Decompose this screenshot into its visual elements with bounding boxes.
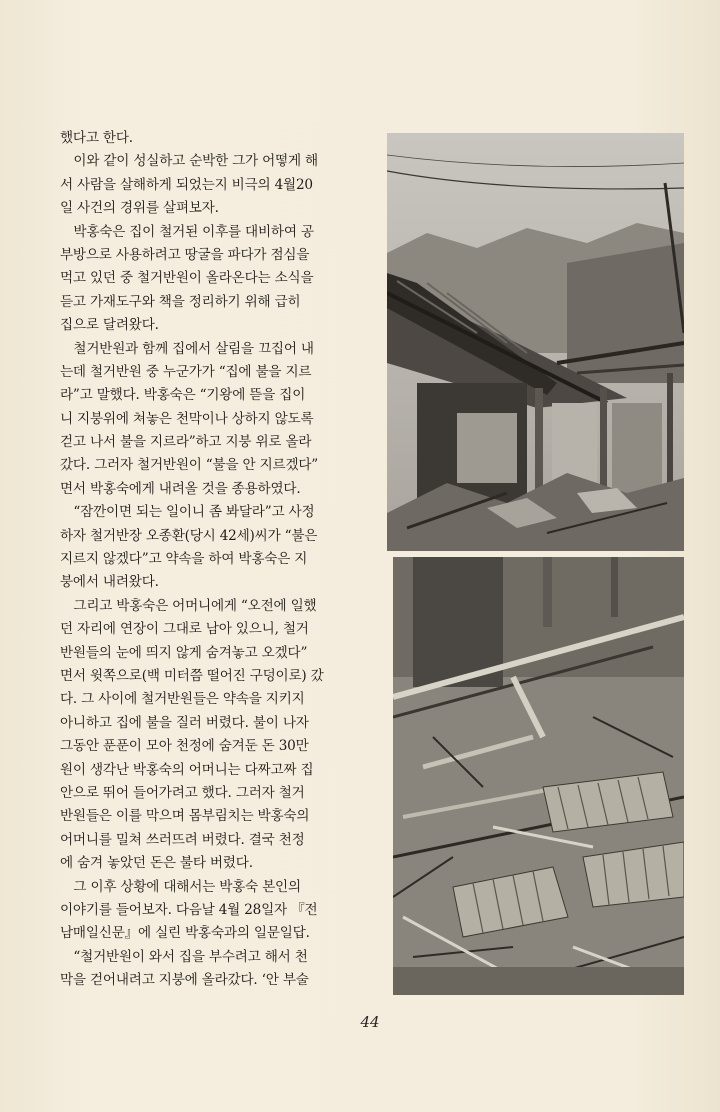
text-line: 듣고 가재도구와 책을 정리하기 위해 급히 — [60, 293, 301, 310]
photo-image-bottom — [393, 557, 684, 995]
photo-debris-boards — [393, 557, 684, 995]
text-line: 그동안 푼푼이 모아 천정에 숨겨둔 돈 30만 — [60, 738, 309, 755]
text-line: 일 사건의 경위를 살펴보자. — [60, 200, 219, 217]
text-line: 부방으로 사용하려고 땅굴을 파다가 점심을 — [60, 246, 310, 263]
text-line: 반원들은 이를 막으며 몸부림치는 박홍숙의 — [60, 808, 310, 825]
text-line: 집으로 달려왔다. — [60, 317, 159, 334]
text-line: 지르지 않겠다”고 약속을 하여 박홍숙은 지 — [60, 551, 308, 568]
text-line: 철거반원과 함께 집에서 살림을 끄집어 내 — [60, 340, 314, 357]
text-line: 이와 같이 성실하고 순박한 그가 어떻게 해 — [60, 153, 318, 170]
body-text-column — [60, 127, 376, 992]
text-line: 붕에서 내려왔다. — [60, 574, 159, 591]
text-line: 남매일신문』에 실린 박홍숙과의 일문일답. — [60, 925, 310, 942]
text-line: 갔다. 그러자 철거반원이 “불을 안 지르겠다” — [60, 457, 319, 474]
text-line: 그리고 박홍숙은 어머니에게 “오전에 일했 — [60, 597, 317, 614]
text-line: 어머니를 밀쳐 쓰러뜨려 버렸다. 결국 천정 — [60, 831, 305, 848]
text-line: 는데 철거반원 중 누군가가 “집에 불을 지르 — [60, 363, 312, 380]
text-line: 하자 철거반장 오종환(당시 42세)씨가 “불은 — [60, 527, 318, 544]
text-line: 먹고 있던 중 철거반원이 올라온다는 소식을 — [60, 270, 314, 287]
photo-image-top — [387, 133, 684, 551]
text-line: 던 자리에 연장이 그대로 남아 있으니, 철거 — [60, 621, 309, 638]
text-line: 걷고 나서 불을 지르라”하고 지붕 위로 올라 — [60, 434, 312, 451]
text-line: 원이 생각난 박홍숙의 어머니는 다짜고짜 집 — [60, 761, 314, 778]
text-line: 면서 박홍숙에게 내려올 것을 종용하였다. — [60, 480, 301, 497]
text-line: “철거반원이 와서 집을 부수려고 해서 천 — [60, 948, 308, 965]
page-number: 44 — [360, 1013, 380, 1031]
text-line: 막을 걷어내려고 지붕에 올라갔다. ‘안 부술 — [60, 972, 309, 989]
text-line: 안으로 뛰어 들어가려고 했다. 그러자 철거 — [60, 784, 305, 801]
text-line: 박홍숙은 집이 철거된 이후를 대비하여 공 — [60, 223, 314, 240]
text-line: “잠깐이면 되는 일이니 좀 봐달라”고 사정 — [60, 504, 315, 521]
text-line: 했다고 한다. — [60, 130, 133, 146]
text-line: 에 숨겨 놓았던 돈은 불타 버렸다. — [60, 855, 253, 872]
text-line: 서 사람을 살해하게 되었는지 비극의 4월20 — [60, 176, 313, 193]
text-line: 니 지붕위에 쳐놓은 천막이나 상하지 않도록 — [60, 410, 314, 427]
text-line: 면서 윗쪽으로(백 미터쯤 떨어진 구덩이로) 갔 — [60, 667, 324, 684]
text-line: 아니하고 집에 불을 질러 버렸다. 불이 나자 — [60, 714, 309, 731]
photo-collapsed-house-roof — [387, 133, 684, 551]
text-line: 이야기를 들어보자. 다음날 4월 28일자 『전 — [60, 901, 318, 918]
text-line: 라”고 말했다. 박홍숙은 “기왕에 뜯을 집이 — [60, 387, 306, 404]
text-line: 그 이후 상황에 대해서는 박홍숙 본인의 — [60, 878, 301, 895]
text-line: 다. 그 사이에 철거반원들은 약속을 지키지 — [60, 691, 305, 708]
text-line: 반원들의 눈에 띄지 않게 숨겨놓고 오겠다” — [60, 644, 308, 661]
